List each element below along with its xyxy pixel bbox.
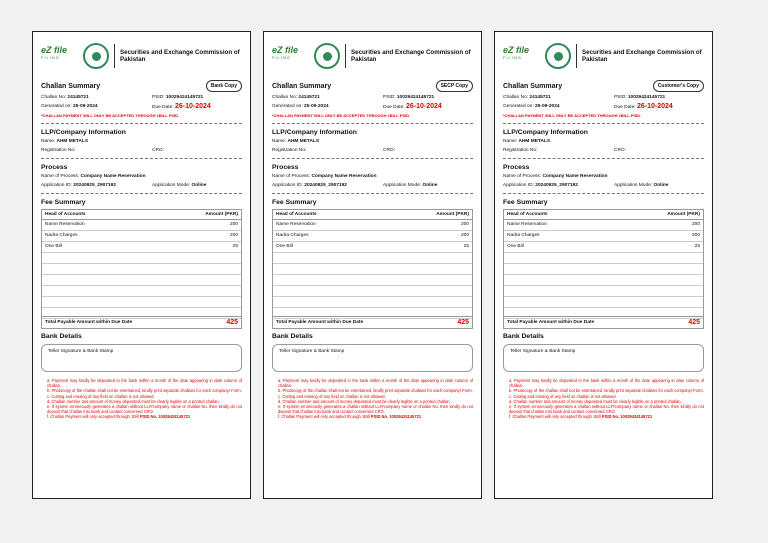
challan-copy: eZ file FILING Securities and Exchange Commission of Pakistan Challan Summary Customer's Copy Challan No: 24145721 PSID: 10029424145721 Generated on: 25-09-2024 Due Date: 26-10-2024 *CHALLAN PAYMENT WILL ONLY BE ACCEPTED THROUGH 1BILL PSID. LLP/Company Information Name: AHM METALS Registration No: CRO: Process Name of Process: Company Name Reservation Application ID: 20240925_2907192 Application Mode: Online Fee Summary Head of Accounts Amount (PKR) Name Reservation 200 Nadra Charges 200 One Bill 25 Total Payable Amount within Due Date 425 Bank Details Teller Signature & Bank Stamp a. Payment may kindly be deposited in the bank within a month of the date appearing in date column of challan. b. Photocopy of the challan shall not be entertained, kindly print separate challans for each company/ Form. c. Cutting and erasing of any field on challan is not allowed. d. Challan number and amount of money deposited must be clearly legible on a printed challan. e. If system erroneously generates a challan without LLP/company name or challan No. then kindly do not deposit that challan into bank and contact concerned CRO. f. Challan Payment will only accepted through 1Bill PSID No. 10029424145721 (494, 31, 713, 499)
application-mode: Online (191, 183, 207, 188)
total-row: Total Payable Amount within Due Date 425 (42, 316, 241, 328)
process-name: Company Name Reservation (311, 174, 377, 179)
org-name: Securities and Exchange Commission of Pakistan (120, 48, 240, 63)
fee-row: Name Reservation 200 (42, 220, 241, 231)
process-title: Process (272, 164, 299, 171)
header-divider (576, 44, 577, 68)
challan-summary-title: Challan Summary (503, 82, 563, 90)
process-name: Company Name Reservation (80, 174, 146, 179)
challan-copy: eZ file FILING Securities and Exchange Commission of Pakistan Challan Summary SECP Copy Challan No: 24145721 PSID: 10029424145721 Generated on: 25-09-2024 Due Date: 26-10-2024 *CHALLAN PAYMENT WILL ONLY BE ACCEPTED THROUGH 1BILL PSID. LLP/Company Information Name: AHM METALS Registration No: CRO: Process Name of Process: Company Name Reservation Application ID: 20240925_2907192 Application Mode: Online Fee Summary Head of Accounts Amount (PKR) Name Reservation 200 Nadra Charges 200 One Bill 25 Total Payable Amount within Due Date 425 Bank Details Teller Signature & Bank Stamp a. Payment may kindly be deposited in the bank within a month of the date appearing in date column of challan. b. Photocopy of the challan shall not be entertained, kindly print separate challans for each company/ Form. c. Cutting and erasing of any field on challan is not allowed. d. Challan number and amount of money deposited must be clearly legible on a printed challan. e. If system erroneously generates a challan without LLP/company name or challan No. then kindly do not deposit that challan into bank and contact concerned CRO. f. Challan Payment will only accepted through 1Bill PSID No. 10029424145721 (263, 31, 482, 499)
ezfile-logo: eZ file FILING (503, 45, 530, 60)
challan-no: 24145721 (67, 95, 89, 100)
challan-header (41, 40, 242, 72)
teller-stamp-box: Teller Signature & Bank Stamp (272, 344, 473, 372)
payment-warning: *CHALLAN PAYMENT WILL ONLY BE ACCEPTED THROUGH 1BILL PSID. (503, 113, 642, 118)
copy-label: Bank Copy (206, 80, 242, 92)
challan-summary-title: Challan Summary (272, 82, 332, 90)
process-title: Process (503, 164, 530, 171)
application-id: 20240925_2907192 (304, 183, 347, 188)
teller-stamp-box: Teller Signature & Bank Stamp (41, 344, 242, 372)
instructions-list: a. Payment may kindly be deposited in the bank within a month of the date appearing in date column of challan. b. Photocopy of the challan shall not be entertained, kindly print separate challans for each company/ Form. c. Cutting and erasing of any field on challan is not allowed. d. Challan number and amount of money deposited must be clearly legible on a printed challan. e. If system erroneously generates a challan without LLP/company name or challan No. then kindly do not deposit that challan into bank and contact concerned CRO. f. Challan Payment will only accepted through 1Bill PSID No. 10029424145721 (47, 378, 242, 420)
cro: CRO: (383, 148, 395, 153)
due-date: 26-10-2024 (174, 103, 211, 110)
psid: 10029424145721 (165, 95, 204, 100)
total-row: Total Payable Amount within Due Date 425 (273, 316, 472, 328)
fee-summary-title: Fee Summary (41, 199, 86, 206)
cro: CRO: (152, 148, 164, 153)
ezfile-logo: eZ file FILING (272, 45, 299, 60)
fee-summary-title: Fee Summary (503, 199, 548, 206)
secp-seal-icon (83, 43, 109, 69)
teller-stamp-box: Teller Signature & Bank Stamp (503, 344, 704, 372)
challan-header (272, 40, 473, 72)
process-name: Company Name Reservation (542, 174, 608, 179)
bank-details-title: Bank Details (41, 333, 82, 340)
registration-no: Registration No: (272, 148, 307, 153)
payment-warning: *CHALLAN PAYMENT WILL ONLY BE ACCEPTED THROUGH 1BILL PSID. (272, 113, 411, 118)
total-row: Total Payable Amount within Due Date 425 (504, 316, 703, 328)
fee-row: Nadra Charges 200 (504, 231, 703, 242)
copy-label: Customer's Copy (653, 80, 704, 92)
psid: 10029424145721 (396, 95, 435, 100)
psid: 10029424145721 (627, 95, 666, 100)
due-date: 26-10-2024 (405, 103, 442, 110)
due-date: 26-10-2024 (636, 103, 673, 110)
registration-no: Registration No: (41, 148, 76, 153)
generated-on: 25-09-2024 (73, 104, 98, 109)
fee-row: One Bill 25 (504, 242, 703, 253)
fee-row: Name Reservation 200 (504, 220, 703, 231)
company-info-title: LLP/Company Information (41, 129, 126, 136)
company-name: AHM METALS (287, 139, 320, 144)
fee-table: Head of Accounts Amount (PKR) Name Reservation 200 Nadra Charges 200 One Bill 25 Total Payable Amount within Due Date 425 (503, 209, 704, 329)
payment-warning: *CHALLAN PAYMENT WILL ONLY BE ACCEPTED THROUGH 1BILL PSID. (41, 113, 180, 118)
application-mode: Online (422, 183, 438, 188)
fee-table: Head of Accounts Amount (PKR) Name Reservation 200 Nadra Charges 200 One Bill 25 Total Payable Amount within Due Date 425 (41, 209, 242, 329)
challan-summary-title: Challan Summary (41, 82, 101, 90)
application-id: 20240925_2907192 (535, 183, 578, 188)
bank-details-title: Bank Details (503, 333, 544, 340)
generated-on: 25-09-2024 (535, 104, 560, 109)
total-amount: 425 (457, 319, 469, 326)
challan-no: 24145721 (298, 95, 320, 100)
ezfile-logo: eZ file FILING (41, 45, 68, 60)
header-divider (345, 44, 346, 68)
company-name: AHM METALS (56, 139, 89, 144)
instructions-list: a. Payment may kindly be deposited in the bank within a month of the date appearing in date column of challan. b. Photocopy of the challan shall not be entertained, kindly print separate challans for each company/ Form. c. Cutting and erasing of any field on challan is not allowed. d. Challan number and amount of money deposited must be clearly legible on a printed challan. e. If system erroneously generates a challan without LLP/company name or challan No. then kindly do not deposit that challan into bank and contact concerned CRO. f. Challan Payment will only accepted through 1Bill PSID No. 10029424145721 (509, 378, 704, 420)
company-info-title: LLP/Company Information (503, 129, 588, 136)
fee-table: Head of Accounts Amount (PKR) Name Reservation 200 Nadra Charges 200 One Bill 25 Total Payable Amount within Due Date 425 (272, 209, 473, 329)
application-mode: Online (653, 183, 669, 188)
copy-label: SECP Copy (436, 80, 473, 92)
fee-row: Nadra Charges 200 (42, 231, 241, 242)
cro: CRO: (614, 148, 626, 153)
fee-row: Nadra Charges 200 (273, 231, 472, 242)
fee-row: One Bill 25 (273, 242, 472, 253)
application-id: 20240925_2907192 (73, 183, 116, 188)
secp-seal-icon (545, 43, 571, 69)
total-amount: 425 (226, 319, 238, 326)
company-name: AHM METALS (518, 139, 551, 144)
instructions-list: a. Payment may kindly be deposited in the bank within a month of the date appearing in date column of challan. b. Photocopy of the challan shall not be entertained, kindly print separate challans for each company/ Form. c. Cutting and erasing of any field on challan is not allowed. d. Challan number and amount of money deposited must be clearly legible on a printed challan. e. If system erroneously generates a challan without LLP/company name or challan No. then kindly do not deposit that challan into bank and contact concerned CRO. f. Challan Payment will only accepted through 1Bill PSID No. 10029424145721 (278, 378, 473, 420)
fee-summary-title: Fee Summary (272, 199, 317, 206)
header-divider (114, 44, 115, 68)
registration-no: Registration No: (503, 148, 538, 153)
total-amount: 425 (688, 319, 700, 326)
org-name: Securities and Exchange Commission of Pakistan (351, 48, 471, 63)
fee-row: Name Reservation 200 (273, 220, 472, 231)
secp-seal-icon (314, 43, 340, 69)
challan-header (503, 40, 704, 72)
org-name: Securities and Exchange Commission of Pakistan (582, 48, 702, 63)
company-info-title: LLP/Company Information (272, 129, 357, 136)
bank-details-title: Bank Details (272, 333, 313, 340)
generated-on: 25-09-2024 (304, 104, 329, 109)
challan-copy: eZ file FILING Securities and Exchange Commission of Pakistan Challan Summary Bank Copy Challan No: 24145721 PSID: 10029424145721 Generated on: 25-09-2024 Due Date: 26-10-2024 *CHALLAN PAYMENT WILL ONLY BE ACCEPTED THROUGH 1BILL PSID. LLP/Company Information Name: AHM METALS Registration No: CRO: Process Name of Process: Company Name Reservation Application ID: 20240925_2907192 Application Mode: Online Fee Summary Head of Accounts Amount (PKR) Name Reservation 200 Nadra Charges 200 One Bill 25 Total Payable Amount within Due Date 425 Bank Details Teller Signature & Bank Stamp a. Payment may kindly be deposited in the bank within a month of the date appearing in date column of challan. b. Photocopy of the challan shall not be entertained, kindly print separate challans for each company/ Form. c. Cutting and erasing of any field on challan is not allowed. d. Challan number and amount of money deposited must be clearly legible on a printed challan. e. If system erroneously generates a challan without LLP/company name or challan No. then kindly do not deposit that challan into bank and contact concerned CRO. f. Challan Payment will only accepted through 1Bill PSID No. 10029424145721 (32, 31, 251, 499)
fee-row: One Bill 25 (42, 242, 241, 253)
process-title: Process (41, 164, 68, 171)
challan-no: 24145721 (529, 95, 551, 100)
